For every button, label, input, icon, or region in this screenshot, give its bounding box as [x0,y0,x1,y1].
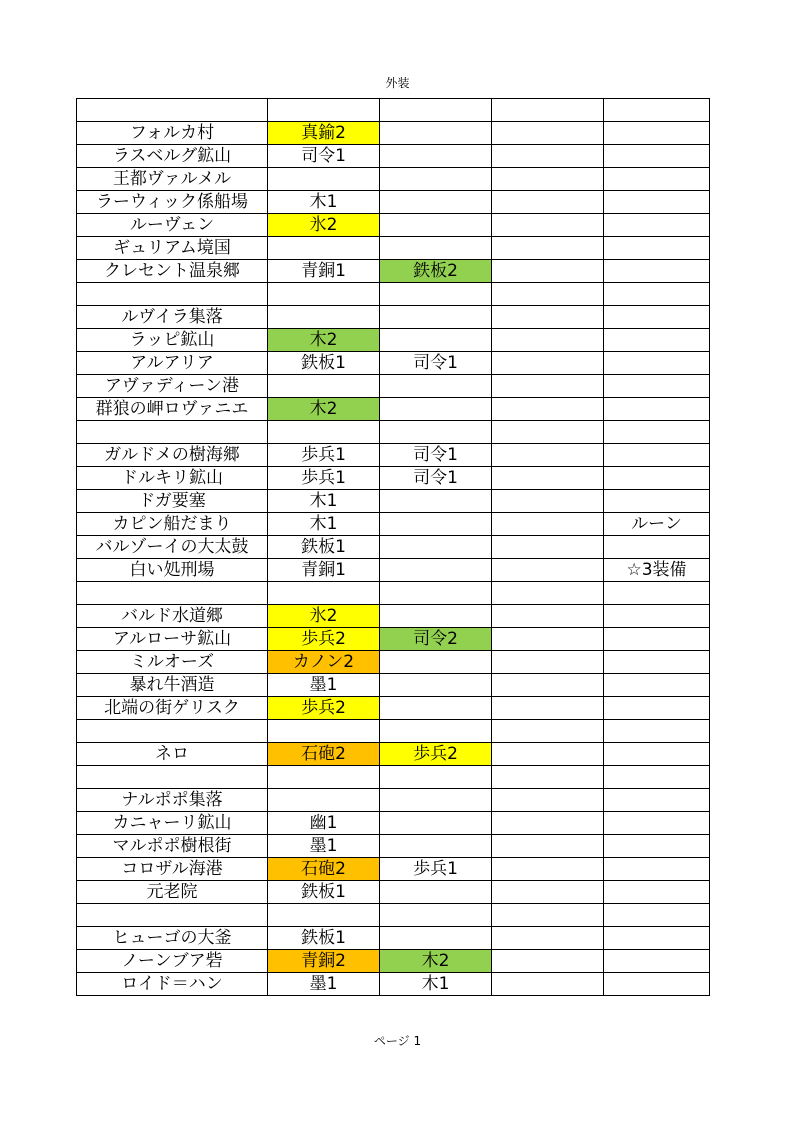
material-cell[interactable] [492,904,604,927]
table-row [77,559,710,582]
material-cell[interactable] [604,858,710,881]
location-cell[interactable]: バルド水道郷 [77,605,268,628]
material-cell[interactable] [268,720,380,743]
location-cell[interactable] [77,99,268,122]
location-cell[interactable]: ナルポポ集落 [77,789,268,812]
material-cell[interactable]: 歩兵2 [268,697,380,720]
material-cell[interactable] [268,421,380,444]
material-cell[interactable]: 木1 [268,513,380,536]
material-cell[interactable] [380,214,492,237]
material-cell[interactable]: 司令1 [380,444,492,467]
material-cell[interactable] [604,99,710,122]
material-cell[interactable]: 歩兵2 [268,628,380,651]
location-cell[interactable]: アヴァディーン港 [77,375,268,398]
material-cell[interactable] [380,398,492,421]
material-cell[interactable]: 木2 [268,329,380,352]
material-cell[interactable] [492,513,604,536]
material-cell[interactable] [492,927,604,950]
table-row [77,812,710,835]
material-cell[interactable] [380,122,492,145]
material-cell[interactable] [604,352,710,375]
material-cell[interactable] [492,352,604,375]
material-cell[interactable] [380,881,492,904]
material-cell[interactable]: 鉄板1 [268,881,380,904]
material-cell[interactable] [604,398,710,421]
location-cell[interactable]: ドルキリ鉱山 [77,467,268,490]
material-cell[interactable] [380,329,492,352]
material-cell[interactable]: カノン2 [268,651,380,674]
table-row [77,352,710,375]
location-cell[interactable] [77,720,268,743]
material-cell[interactable] [268,99,380,122]
material-cell[interactable]: 石砲2 [268,858,380,881]
location-cell[interactable]: ドガ要塞 [77,490,268,513]
material-cell[interactable] [604,329,710,352]
material-cell[interactable] [268,168,380,191]
material-cell[interactable] [604,720,710,743]
material-cell[interactable] [604,122,710,145]
material-cell[interactable] [492,720,604,743]
material-cell[interactable]: 墨1 [268,674,380,697]
material-cell[interactable] [492,950,604,973]
material-cell[interactable]: 歩兵2 [380,743,492,766]
material-cell[interactable]: 木1 [268,191,380,214]
material-cell[interactable]: 石砲2 [268,743,380,766]
location-cell[interactable]: カニャーリ鉱山 [77,812,268,835]
table-row [77,329,710,352]
material-cell[interactable] [380,674,492,697]
material-cell[interactable] [604,766,710,789]
material-cell[interactable] [604,237,710,260]
material-cell[interactable] [492,605,604,628]
material-cell[interactable] [492,674,604,697]
material-cell[interactable] [492,973,604,996]
material-cell[interactable]: 司令1 [380,352,492,375]
spreadsheet-body [77,99,710,996]
material-cell[interactable] [492,651,604,674]
location-cell[interactable]: コロザル海港 [77,858,268,881]
material-cell[interactable] [604,467,710,490]
table-row [77,306,710,329]
material-cell[interactable] [492,283,604,306]
location-cell[interactable]: クレセント温泉郷 [77,260,268,283]
material-cell[interactable] [492,743,604,766]
material-cell[interactable]: 氷2 [268,605,380,628]
material-cell[interactable] [604,145,710,168]
material-cell[interactable] [380,168,492,191]
table-row [77,973,710,996]
location-cell[interactable]: アルアリア [77,352,268,375]
material-cell[interactable]: 青銅2 [268,950,380,973]
material-cell[interactable] [380,835,492,858]
material-cell[interactable] [492,858,604,881]
material-cell[interactable] [268,283,380,306]
material-cell[interactable]: 木2 [380,950,492,973]
page-footer: ページ 1 [373,1034,422,1048]
material-cell[interactable] [604,881,710,904]
material-cell[interactable] [268,375,380,398]
material-cell[interactable] [604,973,710,996]
material-cell[interactable] [604,927,710,950]
location-cell[interactable]: 暴れ牛酒造 [77,674,268,697]
material-cell[interactable] [268,582,380,605]
material-cell[interactable] [492,559,604,582]
table-row [77,145,710,168]
material-cell[interactable] [492,536,604,559]
material-cell[interactable]: 司令1 [268,145,380,168]
location-cell[interactable]: ルーヴェン [77,214,268,237]
material-cell[interactable] [380,99,492,122]
table-row [77,766,710,789]
material-cell[interactable] [268,766,380,789]
material-cell[interactable]: 木1 [380,973,492,996]
material-cell[interactable] [492,306,604,329]
table-row [77,789,710,812]
table-row [77,168,710,191]
material-cell[interactable] [492,490,604,513]
material-cell[interactable] [492,398,604,421]
table-row [77,651,710,674]
material-cell[interactable] [380,421,492,444]
location-cell[interactable]: アルローサ鉱山 [77,628,268,651]
table-row [77,674,710,697]
material-cell[interactable] [492,237,604,260]
material-cell[interactable] [604,582,710,605]
material-cell[interactable] [380,559,492,582]
table-row [77,260,710,283]
material-cell[interactable] [604,421,710,444]
material-cell[interactable] [492,812,604,835]
table-row [77,720,710,743]
material-cell[interactable] [604,674,710,697]
table-row [77,904,710,927]
material-cell[interactable] [492,214,604,237]
spreadsheet-table [76,98,710,996]
location-cell[interactable]: ラーウィック係船場 [77,191,268,214]
location-cell[interactable]: マルポポ樹根街 [77,835,268,858]
material-cell[interactable]: 歩兵1 [268,444,380,467]
material-cell[interactable] [492,835,604,858]
material-cell[interactable] [604,605,710,628]
table-row [77,214,710,237]
material-cell[interactable] [492,375,604,398]
material-cell[interactable]: 鉄板1 [268,352,380,375]
location-cell[interactable] [77,582,268,605]
material-cell[interactable] [380,536,492,559]
material-cell[interactable]: ルーン [604,513,710,536]
location-cell[interactable]: 白い処刑場 [77,559,268,582]
material-cell[interactable] [604,835,710,858]
material-cell[interactable]: 氷2 [268,214,380,237]
material-cell[interactable] [380,191,492,214]
material-cell[interactable]: 鉄板2 [380,260,492,283]
location-cell[interactable]: ラスベルグ鉱山 [77,145,268,168]
material-cell[interactable]: 歩兵1 [380,858,492,881]
table-row [77,375,710,398]
material-cell[interactable] [604,260,710,283]
material-cell[interactable] [268,904,380,927]
material-cell[interactable] [380,766,492,789]
table-row [77,398,710,421]
material-cell[interactable] [604,490,710,513]
table-row [77,122,710,145]
table-row [77,927,710,950]
location-cell[interactable]: 群狼の岬ロヴァニエ [77,398,268,421]
material-cell[interactable]: 司令2 [380,628,492,651]
material-cell[interactable] [604,651,710,674]
material-cell[interactable] [604,812,710,835]
location-cell[interactable]: ガルドメの樹海郷 [77,444,268,467]
material-cell[interactable]: 幽1 [268,812,380,835]
material-cell[interactable] [492,191,604,214]
material-cell[interactable] [492,582,604,605]
material-cell[interactable] [604,283,710,306]
location-cell[interactable]: カピン船だまり [77,513,268,536]
material-cell[interactable] [492,697,604,720]
location-cell[interactable]: フォルカ村 [77,122,268,145]
material-cell[interactable] [604,375,710,398]
table-row [77,99,710,122]
table-row [77,950,710,973]
material-cell[interactable] [380,812,492,835]
table-row [77,191,710,214]
material-cell[interactable] [492,881,604,904]
location-cell[interactable] [77,421,268,444]
location-cell[interactable]: 北端の街ゲリスク [77,697,268,720]
location-cell[interactable]: ギュリアム境国 [77,237,268,260]
material-cell[interactable]: ☆3装備 [604,559,710,582]
table-row [77,467,710,490]
material-cell[interactable] [604,444,710,467]
location-cell[interactable] [77,283,268,306]
material-cell[interactable] [604,306,710,329]
material-cell[interactable]: 青銅1 [268,260,380,283]
material-cell[interactable] [492,467,604,490]
material-cell[interactable] [492,628,604,651]
material-cell[interactable] [492,789,604,812]
material-cell[interactable] [604,168,710,191]
material-cell[interactable] [604,789,710,812]
material-cell[interactable] [380,720,492,743]
material-cell[interactable] [604,950,710,973]
location-cell[interactable]: 元老院 [77,881,268,904]
material-cell[interactable] [268,306,380,329]
material-cell[interactable] [380,513,492,536]
material-cell[interactable] [604,697,710,720]
table-row [77,513,710,536]
table-row [77,283,710,306]
material-cell[interactable] [492,329,604,352]
material-cell[interactable] [604,743,710,766]
material-cell[interactable] [380,927,492,950]
location-cell[interactable]: ルヴイラ集落 [77,306,268,329]
location-cell[interactable]: ネロ [77,743,268,766]
material-cell[interactable]: 真鍮2 [268,122,380,145]
location-cell[interactable]: ヒューゴの大釜 [77,927,268,950]
material-cell[interactable] [380,306,492,329]
material-cell[interactable] [380,789,492,812]
material-cell[interactable] [604,628,710,651]
material-cell[interactable] [604,536,710,559]
material-cell[interactable] [380,605,492,628]
material-cell[interactable] [492,260,604,283]
material-cell[interactable]: 鉄板1 [268,927,380,950]
table-row [77,881,710,904]
page-header: 外装 [385,76,410,90]
material-cell[interactable] [492,145,604,168]
location-cell[interactable]: 王都ヴァルメル [77,168,268,191]
material-cell[interactable] [380,145,492,168]
location-cell[interactable]: バルゾーイの大太鼓 [77,536,268,559]
material-cell[interactable]: 青銅1 [268,559,380,582]
location-cell[interactable] [77,904,268,927]
material-cell[interactable]: 木2 [268,398,380,421]
table-row [77,835,710,858]
location-cell[interactable]: ノーンブア砦 [77,950,268,973]
material-cell[interactable] [492,122,604,145]
material-cell[interactable] [492,99,604,122]
table-row [77,605,710,628]
table-row [77,743,710,766]
table-row [77,237,710,260]
table-row [77,490,710,513]
material-cell[interactable] [380,651,492,674]
table-row [77,697,710,720]
material-cell[interactable] [604,191,710,214]
material-cell[interactable]: 墨1 [268,835,380,858]
material-cell[interactable] [380,582,492,605]
location-cell[interactable] [77,766,268,789]
material-cell[interactable] [268,789,380,812]
material-cell[interactable]: 歩兵1 [268,467,380,490]
table-row [77,536,710,559]
material-cell[interactable] [604,214,710,237]
table-row [77,444,710,467]
material-cell[interactable] [380,375,492,398]
material-cell[interactable]: 司令1 [380,467,492,490]
material-cell[interactable] [604,904,710,927]
location-cell[interactable]: ロイド＝ハン [77,973,268,996]
table-row [77,421,710,444]
material-cell[interactable] [380,904,492,927]
table-row [77,858,710,881]
material-cell[interactable] [492,168,604,191]
material-cell[interactable] [380,237,492,260]
material-cell[interactable]: 鉄板1 [268,536,380,559]
material-cell[interactable]: 墨1 [268,973,380,996]
material-cell[interactable] [492,766,604,789]
material-cell[interactable] [492,444,604,467]
location-cell[interactable]: ラッピ鉱山 [77,329,268,352]
table-row [77,582,710,605]
material-cell[interactable] [380,283,492,306]
material-cell[interactable]: 木1 [268,490,380,513]
material-cell[interactable] [492,421,604,444]
material-cell[interactable] [380,697,492,720]
table-row [77,628,710,651]
material-cell[interactable] [380,490,492,513]
material-cell[interactable] [268,237,380,260]
location-cell[interactable]: ミルオーズ [77,651,268,674]
